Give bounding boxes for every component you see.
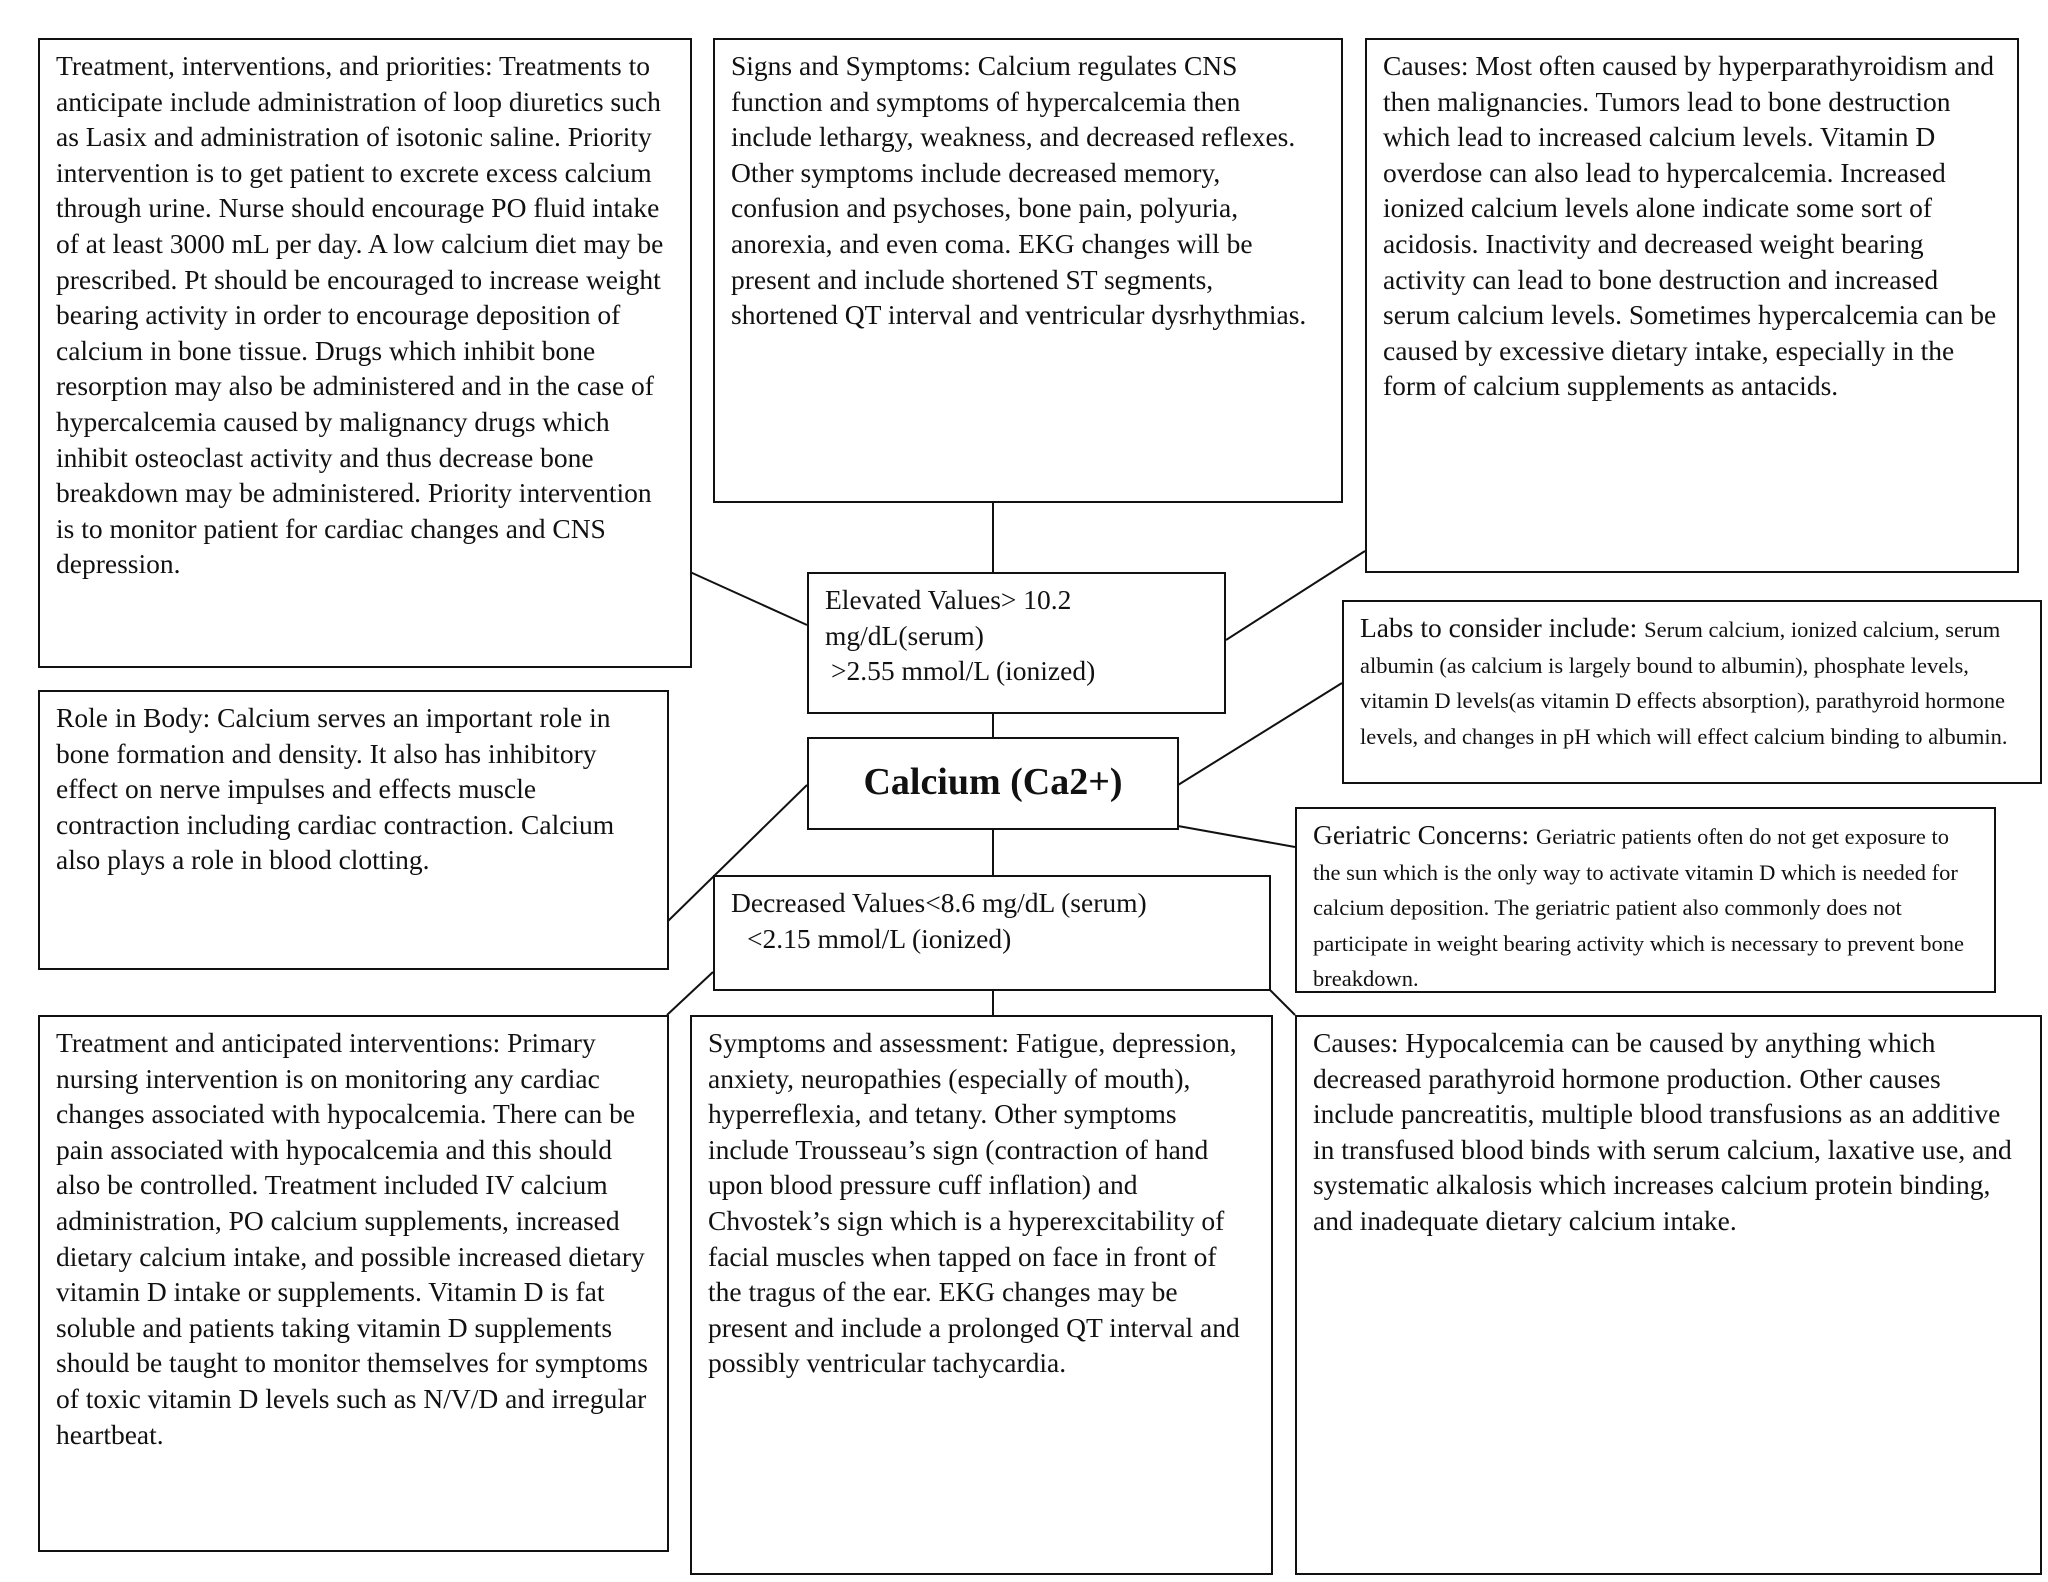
labs-paragraph xyxy=(1360,610,2024,752)
hyper-signs-box xyxy=(713,38,1343,503)
connector-geriatric-to-center xyxy=(1178,826,1295,847)
hypo-treatment-box xyxy=(38,1015,669,1552)
hyper-treatment-box xyxy=(38,38,692,668)
connector-decreased-to-treatment xyxy=(667,972,713,1015)
decreased-values-text: Decreased Values<8.6 mg/dL (serum) xyxy=(731,887,1147,918)
hyper-causes-box xyxy=(1365,38,2019,573)
labs-box xyxy=(1342,600,2042,784)
labs-text: Serum calcium, ionized calcium, serum albumin (as calcium is largely bound to albumin), phosphate levels, vitamin D levels(as vitamin D effects absorption), parathyroid hormone levels, and changes in pH which will effect calcium binding to albumin. xyxy=(1360,617,2008,749)
geriatric-paragraph xyxy=(1313,817,1978,995)
hypo-causes-text: Causes: Hypocalcemia can be caused by anything which decreased parathyroid hormone production. Other causes include pancreatitis, multiple blood transfusions as an additive in transfused blood binds with serum calcium, laxative use, and systematic alkalosis which increases calcium protein binding, and inadequate dietary calcium intake. xyxy=(1313,1027,2012,1236)
geriatric-heading: Geriatric Concerns: xyxy=(1313,819,1530,850)
connector-treatment-to-elevated xyxy=(690,572,807,625)
elevated-values-text: Elevated Values> 10.2 mg/dL(serum) xyxy=(825,584,1072,651)
geriatric-box xyxy=(1295,807,1996,993)
elevated-ionized-text: >2.55 mmol/L (ionized) xyxy=(831,655,1096,687)
decreased-ionized-text: <2.15 mmol/L (ionized) xyxy=(747,922,1012,954)
hyper-causes-text: Causes: Most often caused by hyperparathyroidism and then malignancies. Tumors lead to bone destruction which lead to increased calcium levels. Vitamin D overdose can also lead to hypercalcemia. Increased ionized calcium levels alone indicate some sort of acidosis. Inactivity and decreased weight bearing activity can lead to bone destruction and increased serum calcium levels. Sometimes hypercalcemia can be caused by excessive dietary intake, especially in the form of calcium supplements as antacids. xyxy=(1383,50,1997,402)
hypo-symptoms-box xyxy=(690,1015,1273,1575)
calcium-title: Calcium (Ca2+) xyxy=(863,761,1123,803)
hyper-signs-text: Signs and Symptoms: Calcium regulates CNS function and symptoms of hypercalcemia then include lethargy, weakness, and decreased reflexes. Other symptoms include decreased memory, confusion and psychoses, bone pain, polyuria, anorexia, and even coma. EKG changes will be present and include shortened ST segments, shortened QT interval and ventricular dysrhythmias. xyxy=(731,50,1307,331)
hypo-symptoms-text: Symptoms and assessment: Fatigue, depression, anxiety, neuropathies (especially of mouth), hyperreflexia, and tetany. Other symptoms include Trousseau’s sign (contraction of hand upon blood pressure cuff inflation) and Chvostek’s sign which is a hyperexcitability of facial muscles when tapped on face in front of the tragus of the ear. EKG changes may be present and include a prolonged QT interval and possibly ventricular tachycardia. xyxy=(708,1027,1240,1379)
role-in-body-box xyxy=(38,690,669,970)
labs-heading: Labs to consider include: xyxy=(1360,612,1638,643)
signs-box-frame xyxy=(690,38,715,503)
connector-decreased-to-causes xyxy=(1270,990,1295,1015)
calcium-central-box xyxy=(807,737,1179,830)
elevated-values-box xyxy=(807,572,1226,714)
hypo-treatment-text: Treatment and anticipated interventions: Primary nursing intervention is on monitoring any cardiac changes associated with hypocalcemia. There can be pain associated with hypocalcemia and this should also be controlled. Treatment included IV calcium administration, PO calcium supplements, increased dietary calcium intake, and possible increased dietary vitamin D intake or supplements. Vitamin D is fat soluble and patients taking vitamin D supplements should be taught to monitor themselves for symptoms of toxic vitamin D levels such as N/V/D and irregular heartbeat. xyxy=(56,1027,648,1450)
geriatric-text: Geriatric patients often do not get exposure to the sun which is the only way to activate vitamin D which is needed for calcium deposition. The geriatric patient also commonly does not participate in weight bearing activity which is necessary to prevent bone breakdown. xyxy=(1313,824,1965,992)
hypo-causes-box xyxy=(1295,1015,2042,1575)
hyper-treatment-text: Treatment, interventions, and priorities: Treatments to anticipate include administration of loop diuretics such as Lasix and administration of isotonic saline. Priority intervention is to get patient to excrete excess calcium through urine. Nurse should encourage PO fluid intake of at least 3000 mL per day. A low calcium diet may be prescribed. Pt should be encouraged to increase weight bearing activity in order to encourage deposition of calcium in bone tissue. Drugs which inhibit bone resorption may also be administered and in the case of hypercalcemia caused by malignancy drugs which inhibit osteoclast activity and thus decrease bone breakdown may be administered. Priority intervention is to monitor patient for cardiac changes and CNS depression. xyxy=(56,50,664,580)
role-text: Role in Body: Calcium serves an important role in bone formation and density. It also has inhibitory effect on nerve impulses and effects muscle contraction including cardiac contraction. Calcium also plays a role in blood clotting. xyxy=(56,702,615,876)
decreased-values-box xyxy=(713,875,1271,991)
